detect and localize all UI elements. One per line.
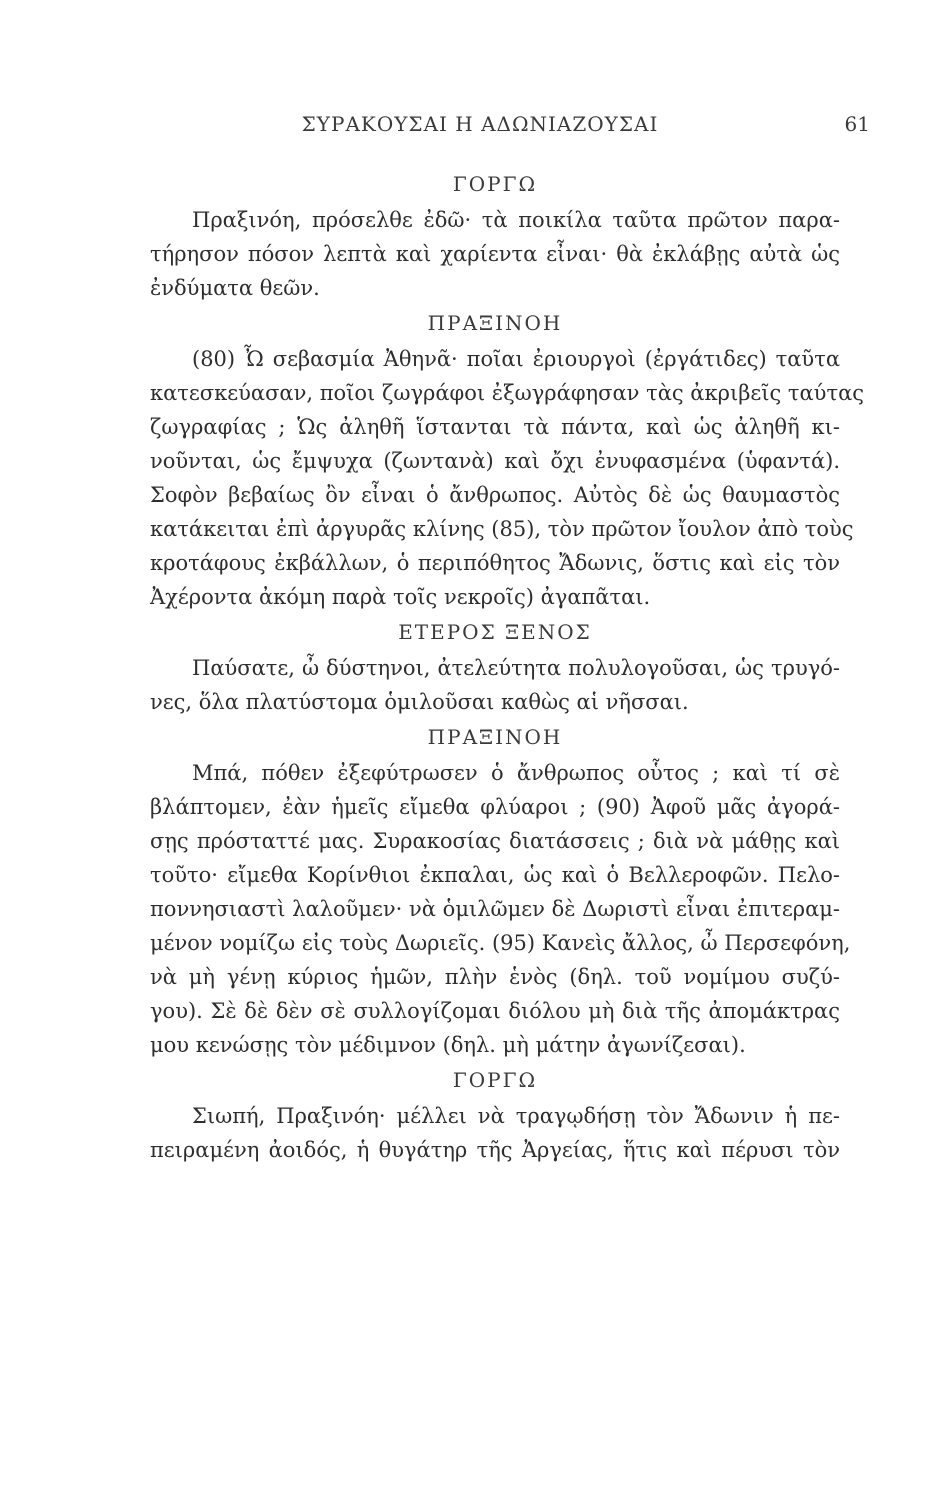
dialogue-text xyxy=(150,166,865,1167)
speaker-heading: ΓΟΡΓΩ xyxy=(452,1068,538,1092)
text-line: μου κενώσῃς τὸν μέδιμνον (δηλ. μὴ μάτην ἀγωνίζεσαι). xyxy=(150,1033,746,1057)
speech-gorgo-1 xyxy=(150,169,840,305)
speaker-heading: ΕΤΕΡΟΣ ΞΕΝΟΣ xyxy=(398,620,592,644)
speech-gorgo-2 xyxy=(150,1065,840,1167)
text-line: ζωγραφίας ; Ὡς ἀληθῆ ἵστανται τὰ πάντα, καὶ ὡς ἀληθῆ κι- xyxy=(150,415,840,439)
text-line: ποννησιαστὶ λαλοῦμεν· νὰ ὁμιλῶμεν δὲ Δωριστὶ εἶναι ἐπιτεραμ- xyxy=(150,897,840,921)
text-line: σῃς πρόσταττέ μας. Συρακοσίας διατάσσεις ; διὰ νὰ μάθῃς καὶ xyxy=(150,829,840,853)
text-line: (80) Ὦ σεβασμία Ἀθηνᾶ· ποῖαι ἐριουργοὶ (ἐργάτιδες) ταῦτα xyxy=(192,347,840,371)
text-line: τήρησον πόσον λεπτὰ καὶ χαρίεντα εἶναι· θὰ ἐκλάβῃς αὐτὰ ὡς xyxy=(150,242,840,266)
speech-praxinoe-1 xyxy=(150,308,865,614)
running-header xyxy=(100,112,870,144)
text-line: πειραμένη ἀοιδός, ἡ θυγάτηρ τῆς Ἀργείας, ἥτις καὶ πέρυσι τὸν xyxy=(150,1138,840,1162)
text-line: γου). Σὲ δὲ δὲν σὲ συλλογίζομαι διόλου μὴ διὰ τῆς ἀπομάκτρας xyxy=(150,999,840,1023)
speech-other-stranger xyxy=(150,617,840,719)
text-line: κατεσκεύασαν, ποῖοι ζωγράφοι ἐξωγράφησαν τὰς ἀκριβεῖς ταύτας xyxy=(150,381,865,405)
page-number: 61 xyxy=(844,112,870,136)
text-line: Ἀχέροντα ἀκόμη παρὰ τοῖς νεκροῖς) ἀγαπᾶται. xyxy=(150,585,651,609)
text-line: νες, ὅλα πλατύστομα ὁμιλοῦσαι καθὼς αἱ νῆσσαι. xyxy=(150,690,689,714)
text-line: Σοφὸν βεβαίως ὂν εἶναι ὁ ἄνθρωπος. Αὐτὸς δὲ ὡς θαυμαστὸς xyxy=(150,483,840,507)
text-line: κροτάφους ἐκβάλλων, ὁ περιπόθητος Ἄδωνις, ὅστις καὶ εἰς τὸν xyxy=(150,551,840,575)
text-line: Σιωπή, Πραξινόη· μέλλει νὰ τραγῳδήσῃ τὸν Ἄδωνιν ἡ πε- xyxy=(192,1104,840,1128)
text-line: κατάκειται ἐπὶ ἀργυρᾶς κλίνης (85), τὸν πρῶτον ἴουλον ἀπὸ τοὺς xyxy=(150,517,854,541)
text-line: νὰ μὴ γένῃ κύριος ἡμῶν, πλὴν ἑνὸς (δηλ. τοῦ νομίμου συζύ- xyxy=(150,965,840,989)
text-line: ἐνδύματα θεῶν. xyxy=(150,276,320,300)
text-line: Μπά, πόθεν ἐξεφύτρωσεν ὁ ἄνθρωπος οὗτος ; καὶ τί σὲ xyxy=(192,761,840,785)
speech-praxinoe-2 xyxy=(150,722,851,1062)
speaker-heading: ΠΡΑΞΙΝΟΗ xyxy=(427,725,563,749)
text-line: νοῦνται, ὡς ἔμψυχα (ζωντανὰ) καὶ ὄχι ἐνυφασμένα (ὑφαντά). xyxy=(150,449,840,473)
text-line: βλάπτομεν, ἐὰν ἡμεῖς εἴμεθα φλύαροι ; (90) Ἀφοῦ μᾶς ἀγορά- xyxy=(150,795,840,819)
text-line: τοῦτο· εἴμεθα Κορίνθιοι ἐκπαλαι, ὡς καὶ ὁ Βελλεροφῶν. Πελο- xyxy=(150,863,840,887)
running-title: ΣΥΡΑΚΟΥΣΑΙ Η ΑΔΩΝΙΑΖΟΥΣΑΙ xyxy=(301,112,659,136)
text-line: μένον νομίζω εἰς τοὺς Δωριεῖς. (95) Κανεὶς ἄλλος, ὦ Περσεφόνη, xyxy=(150,931,851,955)
text-line: Παύσατε, ὦ δύστηνοι, ἀτελεύτητα πολυλογοῦσαι, ὡς τρυγό- xyxy=(192,656,840,680)
text-line: Πραξινόη, πρόσελθε ἐδῶ· τὰ ποικίλα ταῦτα πρῶτον παρα- xyxy=(192,208,840,232)
speaker-heading: ΓΟΡΓΩ xyxy=(452,172,538,196)
speaker-heading: ΠΡΑΞΙΝΟΗ xyxy=(427,311,563,335)
